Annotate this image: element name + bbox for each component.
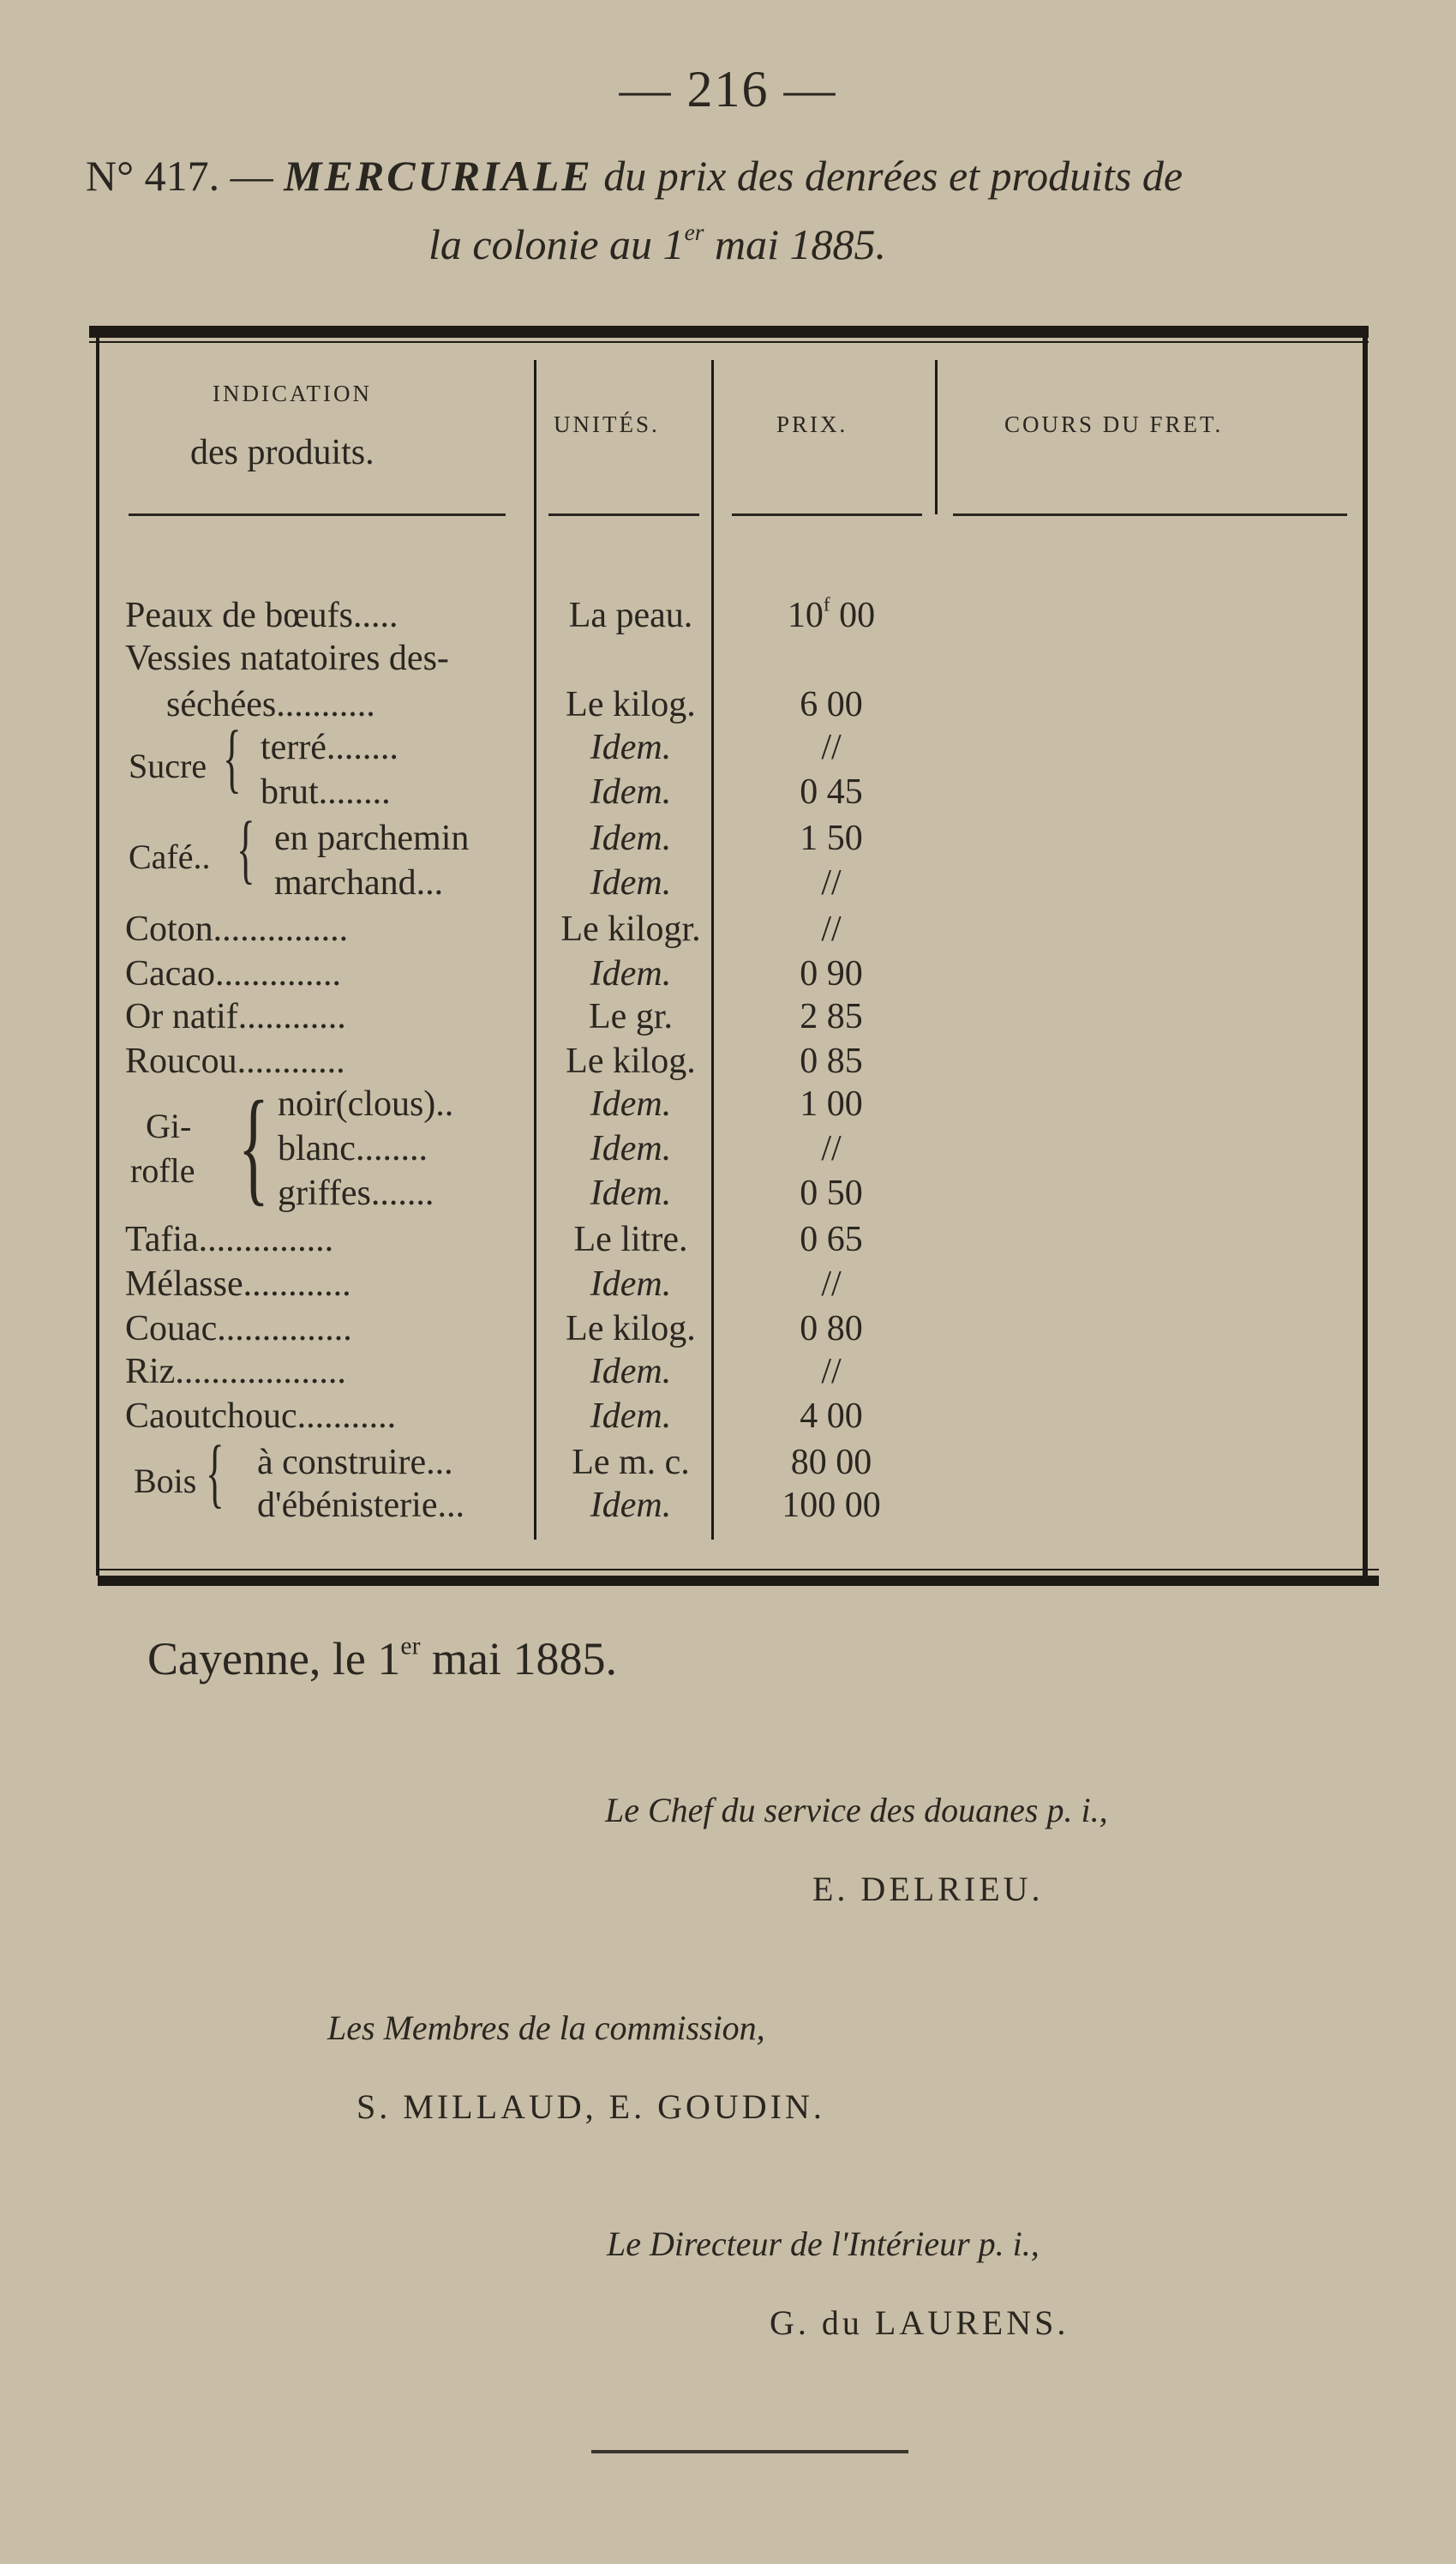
unit: Idem. xyxy=(590,772,672,812)
table-row xyxy=(0,725,1456,770)
group-label-girofle-1: Gi- xyxy=(146,1107,192,1145)
title-rest: du prix des denrées et produits de xyxy=(603,152,1183,200)
product-name: Coton............... xyxy=(125,910,349,949)
date-tail: mai 1885. xyxy=(420,1633,617,1684)
table-top-rule xyxy=(89,326,1369,338)
table-row xyxy=(0,636,1456,681)
table-row xyxy=(0,1171,1456,1216)
header-des-produits: des produits. xyxy=(190,433,374,472)
header-underline-3 xyxy=(732,513,922,516)
product-name: terré........ xyxy=(261,728,398,767)
table-row xyxy=(0,1126,1456,1171)
title-line2-tail: mai 1885. xyxy=(704,220,886,268)
title-number: N° 417. xyxy=(86,152,220,200)
price: 0 80 xyxy=(800,1309,863,1348)
header-underline-1 xyxy=(129,513,506,516)
unit: Idem. xyxy=(590,728,672,767)
table-row xyxy=(0,1262,1456,1306)
table-row xyxy=(0,1440,1456,1485)
unit: Le kilogr. xyxy=(560,910,701,949)
price: // xyxy=(821,1352,842,1391)
table-row xyxy=(0,1082,1456,1126)
product-name: Tafia............... xyxy=(125,1220,334,1259)
group-label-bois: Bois xyxy=(134,1462,197,1500)
unit: Idem. xyxy=(590,954,672,994)
price: 10$^f$ 00 xyxy=(787,592,876,635)
price: 1 00 xyxy=(800,1084,863,1124)
unit: Idem. xyxy=(590,1396,672,1436)
product-name: Caoutchouc........... xyxy=(125,1396,397,1436)
table-row xyxy=(0,1306,1456,1351)
unit: Idem. xyxy=(590,1352,672,1391)
brace: { xyxy=(223,716,242,801)
unit: Le litre. xyxy=(573,1220,688,1259)
product-name: séchées........... xyxy=(166,685,375,724)
signatory-name-delrieu: E. DELRIEU. xyxy=(812,1870,1044,1908)
product-name: Roucou............ xyxy=(125,1042,345,1081)
unit: Idem. xyxy=(590,863,672,903)
signatory-title-interieur: Le Directeur de l'Intérieur p. i., xyxy=(607,2225,1040,2263)
page-number: — 216 — xyxy=(619,61,837,117)
product-name: Mélasse............ xyxy=(125,1264,351,1304)
unit: Idem. xyxy=(590,1084,672,1124)
product-name: Vessies natatoires des- xyxy=(125,639,449,678)
table-row xyxy=(0,1349,1456,1394)
header-underline-2 xyxy=(548,513,699,516)
place-and-date xyxy=(147,1632,617,1685)
header-indication: INDICATION xyxy=(213,381,372,406)
column-divider-3 xyxy=(935,360,938,514)
product-name: blanc........ xyxy=(278,1129,428,1168)
product-name: noir(clous).. xyxy=(278,1084,454,1124)
product-name: marchand... xyxy=(274,863,444,903)
price: // xyxy=(821,910,842,949)
table-top-rule-thin xyxy=(89,341,1369,343)
unit: Le kilog. xyxy=(566,1309,696,1348)
title-caps: MERCURIALE xyxy=(284,152,593,200)
unit: Le gr. xyxy=(589,997,673,1036)
product-name: en parchemin xyxy=(274,819,470,858)
price: 0 85 xyxy=(800,1042,863,1081)
unit: Idem. xyxy=(590,1129,672,1168)
table-bottom-rule xyxy=(98,1576,1379,1586)
price: 0 50 xyxy=(800,1174,863,1213)
product-name: Riz................... xyxy=(125,1352,346,1391)
unit: Idem. xyxy=(590,1174,672,1213)
product-name: Or natif............ xyxy=(125,997,346,1036)
unit: Idem. xyxy=(590,1264,672,1304)
signatory-title-douanes: Le Chef du service des douanes p. i., xyxy=(605,1791,1108,1829)
price: 0 45 xyxy=(800,772,863,812)
unit: Idem. xyxy=(590,1486,672,1525)
unit: Le m. c. xyxy=(572,1443,690,1482)
product-name: brut........ xyxy=(261,772,391,812)
product-name: Couac............... xyxy=(125,1309,352,1348)
date-sup: er xyxy=(400,1632,421,1660)
price: // xyxy=(821,863,842,903)
header-prix: PRIX. xyxy=(776,411,848,437)
table-row xyxy=(0,861,1456,905)
signatory-names-commission: S. MILLAUD, E. GOUDIN. xyxy=(357,2087,825,2126)
product-name: d'ébénisterie... xyxy=(257,1486,464,1525)
unit: Idem. xyxy=(590,819,672,858)
unit: Le kilog. xyxy=(566,685,696,724)
brace: { xyxy=(238,1075,269,1217)
title-dash: — xyxy=(230,152,273,200)
title-line2-text: la colonie au 1 xyxy=(428,220,685,268)
table-row xyxy=(0,994,1456,1039)
price: 4 00 xyxy=(800,1396,863,1436)
group-label-sucre: Sucre xyxy=(129,747,207,785)
product-name: Peaux de bœufs..... xyxy=(125,596,398,635)
brace: { xyxy=(206,1431,225,1516)
price: // xyxy=(821,1129,842,1168)
table-row xyxy=(0,593,1456,638)
unit: La peau. xyxy=(568,596,693,635)
document-title-line1 xyxy=(86,151,1183,201)
price: // xyxy=(821,728,842,767)
product-name: griffes....... xyxy=(278,1174,434,1213)
price: 80 00 xyxy=(790,1443,872,1482)
end-rule xyxy=(591,2450,908,2453)
header-unites: UNITÉS. xyxy=(554,411,660,437)
unit: Le kilog. xyxy=(566,1042,696,1081)
price: 0 65 xyxy=(800,1220,863,1259)
product-name: à construire... xyxy=(257,1443,453,1482)
brace: { xyxy=(237,807,255,892)
table-row xyxy=(0,816,1456,861)
signatory-name-laurens: G. du LAURENS. xyxy=(770,2303,1070,2342)
table-bottom-rule-thin xyxy=(98,1569,1379,1570)
date-text: Cayenne, le 1 xyxy=(147,1633,401,1684)
table-row xyxy=(0,770,1456,814)
table-row xyxy=(0,1483,1456,1528)
price: 0 90 xyxy=(800,954,863,994)
price: 100 00 xyxy=(782,1486,881,1525)
table-row xyxy=(0,907,1456,952)
header-cours-du-fret: COURS DU FRET. xyxy=(1004,411,1224,437)
document-title-line2 xyxy=(428,219,886,269)
price: // xyxy=(821,1264,842,1304)
price: 1 50 xyxy=(800,819,863,858)
product-name: Cacao.............. xyxy=(125,954,341,994)
title-line2-sup: er xyxy=(684,219,704,245)
group-label-cafe: Café.. xyxy=(129,838,211,876)
table-row xyxy=(0,1217,1456,1262)
price: 2 85 xyxy=(800,997,863,1036)
table-row xyxy=(0,952,1456,996)
table-row xyxy=(0,682,1456,727)
price: 6 00 xyxy=(800,685,863,724)
table-row xyxy=(0,1039,1456,1084)
header-underline-4 xyxy=(953,513,1347,516)
group-label-girofle-2: rofle xyxy=(130,1151,195,1190)
signatory-title-commission: Les Membres de la commission, xyxy=(327,2009,765,2047)
